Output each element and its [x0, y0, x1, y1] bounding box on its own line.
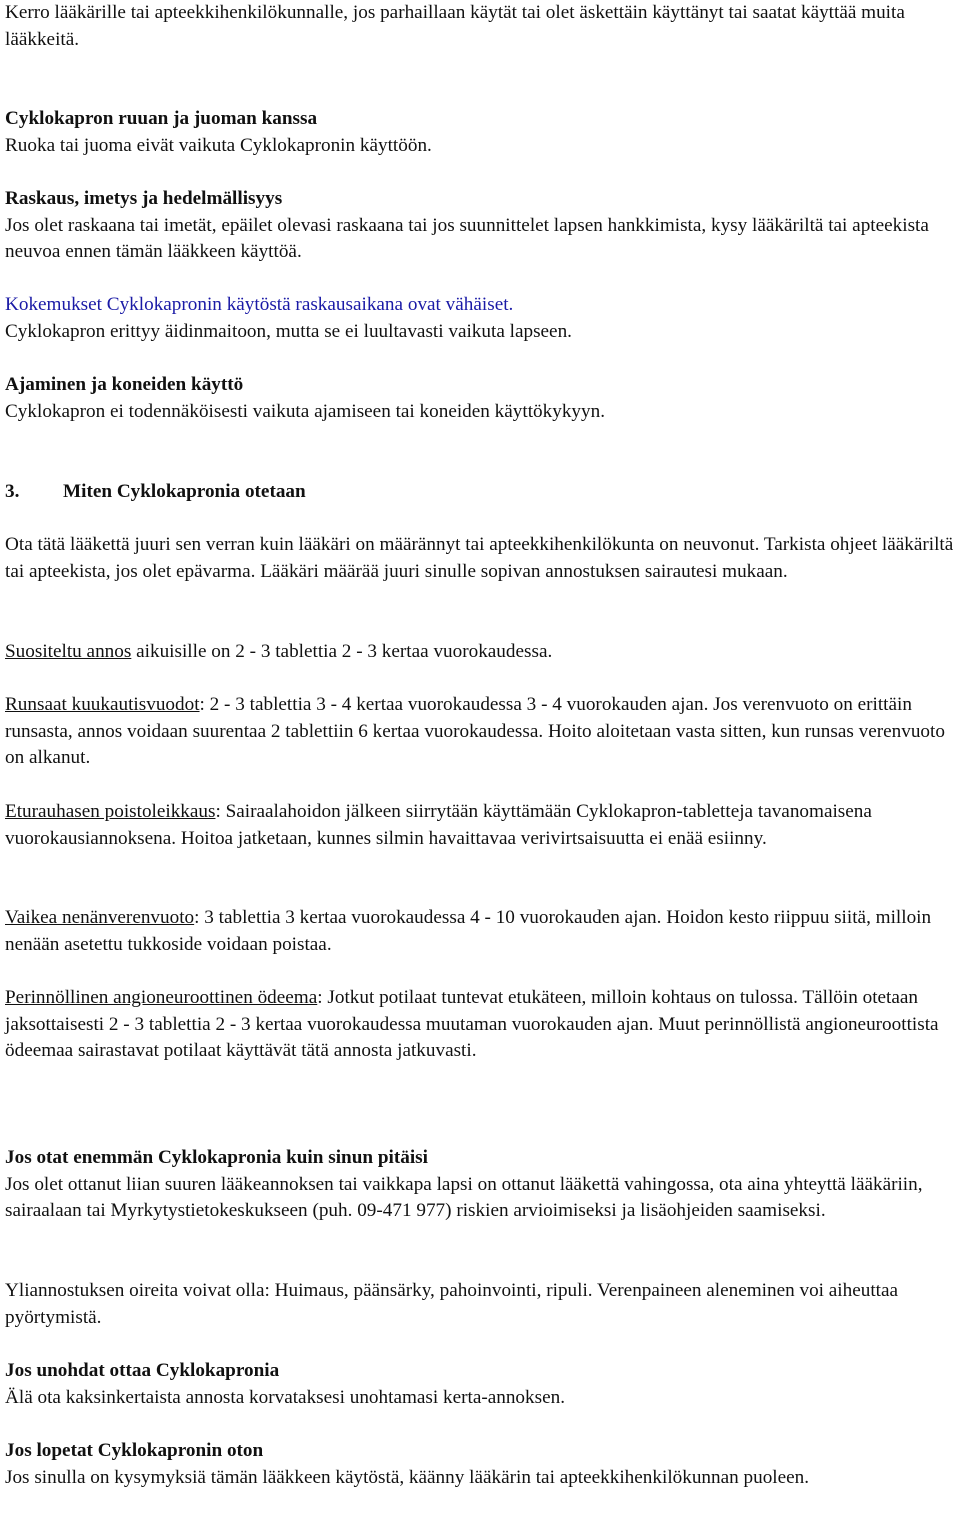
forgot-section	[5, 1358, 960, 1411]
forgot-heading: Jos unohdat ottaa Cyklokapronia	[5, 1360, 280, 1381]
overdose-text: Jos olet ottanut liian suuren lääkeannoksen tai vaikkapa lapsi on ottanut lääkettä vahingossa, ota aina yhteyttä lääkäriin, sairaalaan tai Myrkytystietokeskukseen (puh. 09-471 977) riskien arvioimiseksi ja lisäohjeiden saamiseksi.	[5, 1173, 923, 1222]
prostate-dose-text: : Sairaalahoidon jälkeen siirrytään käyttämään Cyklokapron-tabletteja tavanomaisena vuorokausiannoksena. Hoitoa jatketaan, kunnes silmin havaittavaa verivirtsaisuutta ei enää esiinny.	[5, 801, 872, 849]
pregnancy-notes	[5, 292, 960, 345]
nosebleed-dose-text: : 3 tablettia 3 kertaa vuorokaudessa 4 - 10 vuorokauden ajan. Hoidon kesto riippuu siitä, milloin nenään asetettu tukkoside voidaan poistaa.	[5, 907, 932, 955]
driving-heading: Ajaminen ja koneiden käyttö	[5, 374, 244, 395]
menstruation-dose	[5, 692, 960, 772]
food-heading: Cyklokapron ruuan ja juoman kanssa	[5, 108, 318, 129]
section-3-title-text: Miten Cyklokapronia otetaan	[63, 481, 306, 502]
intro-paragraph: Kerro lääkärille tai apteekkihenkilökunnalle, jos parhaillaan käytät tai olet äskettäin käyttänyt tai saatat käyttää muita lääkkeitä.	[5, 2, 905, 50]
section-3-title	[5, 479, 960, 506]
section-3-intro: Ota tätä lääkettä juuri sen verran kuin lääkäri on määrännyt tai apteekkihenkilökunta on neuvonut. Tarkista ohjeet lääkäriltä tai apteekista, jos olet epävarma. Lääkäri määrää juuri sinulle sopivan annostuksen sairautesi mukaan.	[5, 534, 954, 582]
menstruation-dose-label: Runsaat kuukautisvuodot	[5, 694, 200, 715]
forgot-text: Älä ota kaksinkertaista annosta korvataksesi unohtamasi kerta-annoksen.	[5, 1386, 565, 1408]
driving-section	[5, 372, 960, 425]
recommended-dose-label: Suositeltu annos	[5, 641, 132, 662]
pregnancy-text: Jos olet raskaana tai imetät, epäilet olevasi raskaana tai jos suunnittelet lapsen hankkimista, kysy lääkäriltä tai apteekista neuvoa ennen tämän lääkkeen käyttöä.	[5, 214, 929, 263]
pregnancy-note: Cyklokapron erittyy äidinmaitoon, mutta se ei luultavasti vaikuta lapseen.	[5, 320, 572, 342]
recommended-dose-text: aikuisille on 2 - 3 tablettia 2 - 3 kertaa vuorokaudessa.	[131, 641, 553, 662]
stop-text: Jos sinulla on kysymyksiä tämän lääkkeen käytöstä, käänny lääkärin tai apteekkihenkilökunnan puoleen.	[5, 1466, 810, 1488]
angioedema-dose	[5, 985, 960, 1065]
menstruation-dose-text: : 2 - 3 tablettia 3 - 4 kertaa vuorokaudessa 3 - 4 vuorokauden ajan. Jos verenvuoto on erittäin runsasta, annos voidaan suurentaa 2 tablettiin 6 kertaa vuorokaudessa. Hoito aloitetaan vasta sitten, kun runsas verenvuoto on alkanut.	[5, 694, 945, 769]
overdose-symptoms: Yliannostuksen oireita voivat olla: Huimaus, päänsärky, pahoinvointi, ripuli. Verenpaineen aleneminen voi aiheuttaa pyörtymistä.	[5, 1280, 899, 1328]
stop-section	[5, 1438, 960, 1491]
food-text: Ruoka tai juoma eivät vaikuta Cyklokapronin käyttöön.	[5, 134, 432, 156]
section-3-number: 3.	[5, 481, 20, 502]
prostate-dose	[5, 799, 960, 852]
nosebleed-dose	[5, 905, 960, 958]
pregnancy-section	[5, 186, 960, 266]
overdose-section	[5, 1145, 960, 1225]
pregnancy-note-blue: Kokemukset Cyklokapronin käytöstä raskausaikana ovat vähäiset.	[5, 294, 514, 315]
food-section	[5, 106, 960, 159]
recommended-dose	[5, 639, 960, 666]
pregnancy-heading: Raskaus, imetys ja hedelmällisyys	[5, 188, 283, 209]
angioedema-dose-label: Perinnöllinen angioneuroottinen ödeema	[5, 987, 318, 1008]
driving-text: Cyklokapron ei todennäköisesti vaikuta ajamiseen tai koneiden käyttökykyyn.	[5, 400, 606, 422]
overdose-heading: Jos otat enemmän Cyklokapronia kuin sinun pitäisi	[5, 1147, 428, 1168]
prostate-dose-label: Eturauhasen poistoleikkaus	[5, 801, 216, 822]
angioedema-dose-text: : Jotkut potilaat tuntevat etukäteen, milloin kohtaus on tulossa. Tällöin otetaan jaksottaisesti 2 - 3 tablettia 2 - 3 kertaa vuorokaudessa muutaman vuorokauden ajan. Muut perinnöllistä angioneuroottista ödeemaa sairastavat potilaat käyttävät tätä annosta jatkuvasti.	[5, 987, 939, 1062]
nosebleed-dose-label: Vaikea nenänverenvuoto	[5, 907, 195, 928]
stop-heading: Jos lopetat Cyklokapronin oton	[5, 1440, 264, 1461]
